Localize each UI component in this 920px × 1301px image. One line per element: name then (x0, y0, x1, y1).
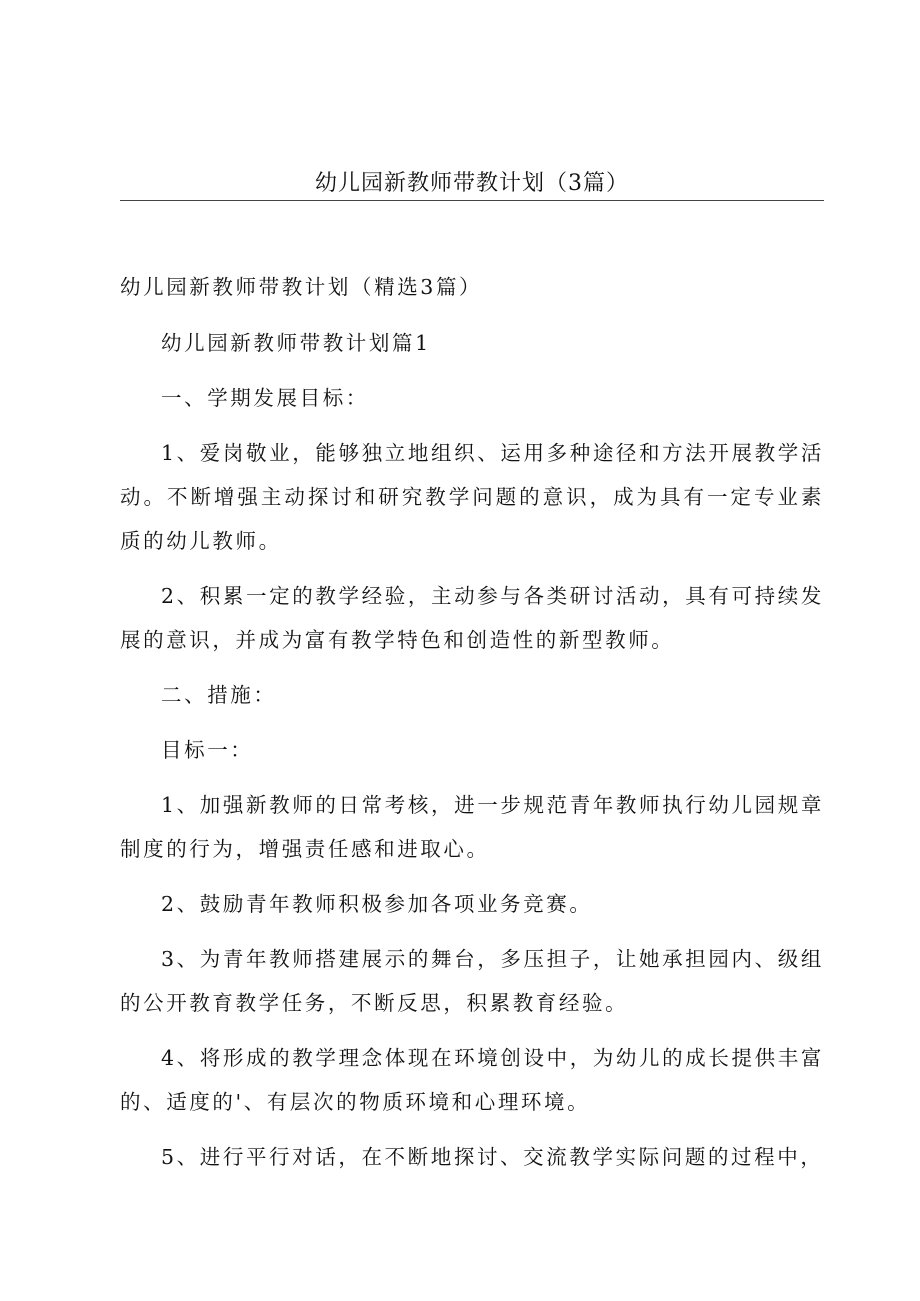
paragraph-measure-5: 5、进行平行对话，在不断地探讨、交流教学实际问题的过程中， (161, 1145, 824, 1169)
document-body (120, 270, 824, 1190)
paragraph-measure-4: 4、将形成的教学理念体现在环境创设中，为幼儿的成长提供丰富的、适度的'、有层次的物质环境和心理环境。 (120, 1046, 824, 1114)
paragraph-subtitle: 幼儿园新教师带教计划（精选3篇） (120, 275, 483, 299)
paragraph-section-heading: 幼儿园新教师带教计划篇1 (161, 331, 431, 355)
paragraph-heading-goals: 一、学期发展目标： (161, 386, 369, 410)
paragraph-goal-2: 2、积累一定的教学经验，主动参与各类研讨活动，具有可持续发展的意识，并成为富有教学特色和创造性的新型教师。 (120, 584, 824, 652)
paragraph-measure-2: 2、鼓励青年教师积极参加各项业务竞赛。 (161, 892, 593, 916)
title-underline (120, 200, 824, 201)
paragraph-measure-3: 3、为青年教师搭建展示的舞台，多压担子，让她承担园内、级组的公开教育教学任务，不断反思，积累教育经验。 (120, 947, 824, 1015)
paragraph-goal-1: 1、爱岗敬业，能够独立地组织、运用多种途径和方法开展教学活动。不断增强主动探讨和研究教学问题的意识，成为具有一定专业素质的幼儿教师。 (120, 441, 824, 553)
paragraph-heading-measures: 二、措施： (161, 683, 277, 707)
document-title: 幼儿园新教师带教计划（3篇） (315, 171, 629, 196)
paragraph-target-one: 目标一： (161, 738, 254, 762)
paragraph-measure-1: 1、加强新教师的日常考核，进一步规范青年教师执行幼儿园规章制度的行为，增强责任感和进取心。 (120, 793, 824, 861)
